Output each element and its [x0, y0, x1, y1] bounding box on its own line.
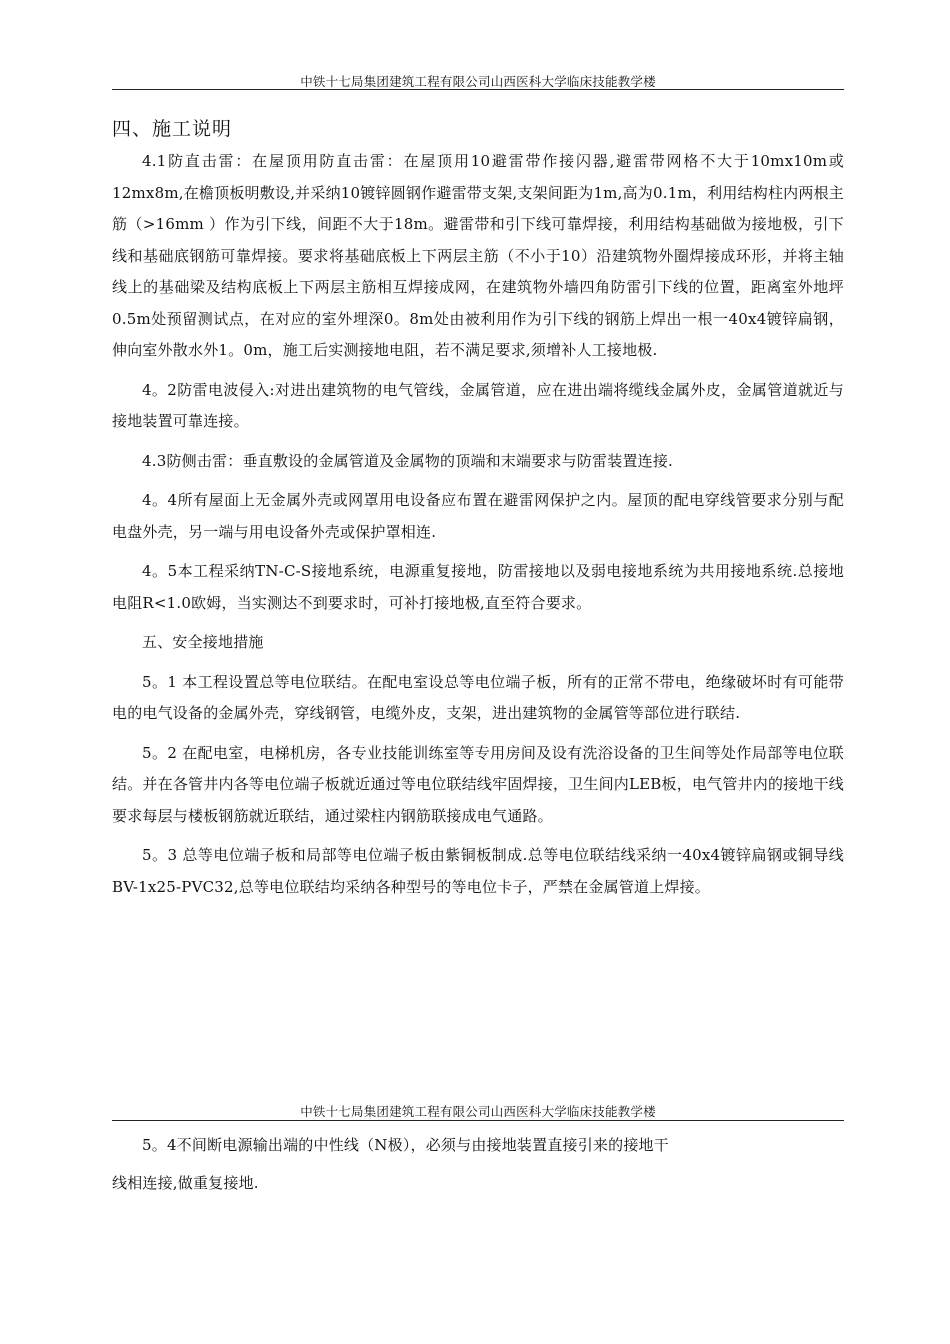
paragraph-4-4: 4。4所有屋面上无金属外壳或网罩用电设备应布置在避雷网保护之内。屋顶的配电穿线管要求分别与配电盘外壳，另一端与用电设备外壳或保护罩相连. [112, 491, 844, 541]
paragraph-4-2: 4。2防雷电波侵入:对进出建筑物的电气管线，金属管道，应在进出端将缆线金属外皮，金属管道就近与接地装置可靠连接。 [112, 380, 844, 430]
paragraph-5-4: 5。4不间断电源输出端的中性线（N极），必须与由接地装置直接引来的接地干 [142, 1136, 669, 1154]
paragraph-4-3: 4.3防侧击雷：垂直敷设的金属管道及金属物的顶端和末端要求与防雷装置连接. [142, 451, 674, 470]
paragraph-5-1: 5。1 本工程设置总等电位联结。在配电室设总等电位端子板，所有的正常不带电，绝缘破坏时有可能带电的电气设备的金属外壳，穿线钢管，电缆外皮，支架，进出建筑物的金属管等部位进行联结. [112, 672, 844, 722]
body-text-continued [112, 1130, 844, 1207]
paragraph-4-5: 4。5本工程采纳TN-C-S接地系统，电源重复接地，防雷接地以及弱电接地系统为共用接地系统.总接地电阻R<1.0欧姆，当实测达不到要求时，可补打接地极,直至符合要求。 [112, 562, 844, 612]
header-rule [112, 89, 844, 90]
body-text [112, 146, 844, 911]
paragraph-5-3: 5。3 总等电位端子板和局部等电位端子板由紫铜板制成.总等电位联结线采纳一40x4镀锌扁钢或铜导线BV-1x25-PVC32,总等电位联结均采纳各种型号的等电位卡子，严禁在金属管道上焊接。 [112, 846, 844, 896]
paragraph-4-1: 4.1防直击雷：在屋顶用防直击雷：在屋顶用10避雷带作接闪器,避雷带网格不大于10mx10m或12mx8m,在檐顶板明敷设,并采纳10镀锌圆钢作避雷带支架,支架间距为1m,高为0.1m，利用结构柱内两根主筋（>16mm ）作为引下线，间距不大于18m。避雷带和引下线可靠焊接，利用结构基础做为接地极，引下线和基础底钢筋可靠焊接。要求将基础底板上下两层主筋（不小于10）沿建筑物外圈焊接成环形，并将主轴线上的基础梁及结构底板上下两层主筋相互焊接成网，在建筑物外墙四角防雷引下线的位置，距离室外地坪0.5m处预留测试点，在对应的室外埋深0。8m处由被利用作为引下线的钢筋上焊出一根一40x4镀锌扁钢，伸向室外散水外1。0m，施工后实测接地电阻，若不满足要求,须增补人工接地极. [112, 152, 844, 359]
page-header: 中铁十七局集团建筑工程有限公司山西医科大学临床技能教学楼 [300, 74, 656, 89]
subsection-title: 五、安全接地措施 [142, 633, 264, 651]
paragraph-5-4-continued: 线相连接,做重复接地. [112, 1173, 259, 1192]
page-header-2: 中铁十七局集团建筑工程有限公司山西医科大学临床技能教学楼 [300, 1104, 656, 1119]
section-title: 四、施工说明 [112, 118, 233, 140]
paragraph-5-2: 5。2 在配电室，电梯机房，各专业技能训练室等专用房间及设有洗浴设备的卫生间等处作局部等电位联结。并在各管井内各等电位端子板就近通过等电位联结线牢固焊接，卫生间内LEB板，电气管井内的接地干线要求每层与楼板钢筋就近联结，通过梁柱内钢筋联接成电气通路。 [112, 743, 844, 825]
header-rule-2 [112, 1120, 844, 1121]
